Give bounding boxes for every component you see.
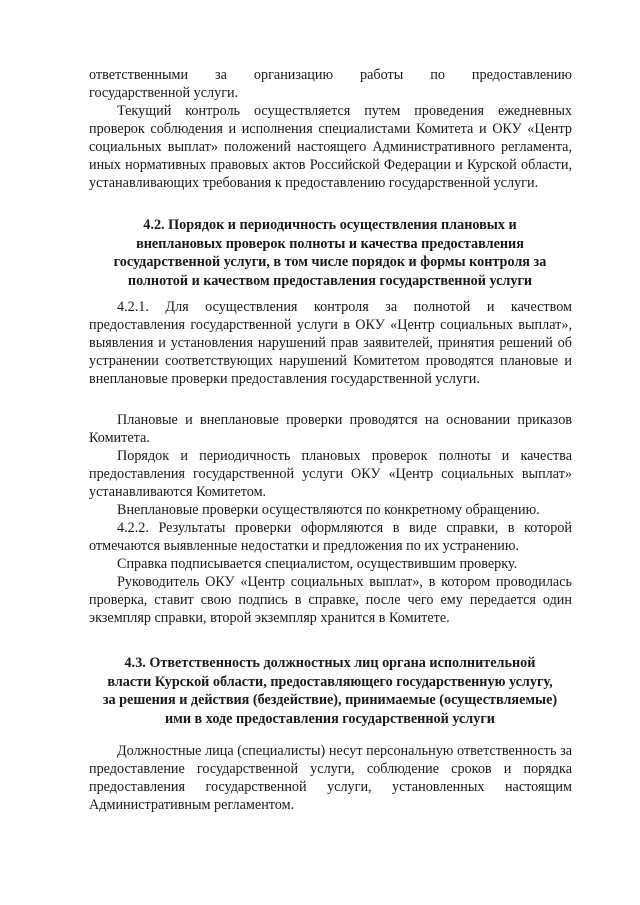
paragraph-line: ответственными за организацию работы по предоставлению	[89, 67, 572, 83]
paragraph-order: Порядок и периодичность плановых проверок полноты и качества предоставления государственной услуги ОКУ «Центр социальных выплат» устанавливаются Комитетом.	[89, 448, 572, 500]
paragraph-planned-checks: Плановые и внеплановые проверки проводятся на основании приказов Комитета.	[89, 412, 572, 446]
heading-line: внеплановых проверок полноты и качества предоставления	[136, 235, 524, 252]
paragraph-4-2-1: 4.2.1. Для осуществления контроля за полнотой и качеством предоставления государственной услуги в ОКУ «Центр социальных выплат», выявления и установления нарушений прав заявителей, принятия решений об устранении соответствующих нарушений Комитетом проводятся плановые и внеплановые проверки предоставления государственной услуги.	[89, 299, 572, 387]
heading-line: 4.2. Порядок и периодичность осуществления плановых и	[143, 217, 517, 233]
heading-line: государственной услуги, в том числе порядок и формы контроля за	[113, 254, 547, 270]
paragraph-line: государственной услуги.	[89, 85, 239, 101]
paragraph-responsibility: Должностные лица (специалисты) несут персональную ответственность за предоставление государственной услуги, соблюдение сроков и порядка предоставления государственной услуги, установленных настоящим Административным регламентом.	[89, 743, 572, 813]
heading-line: власти Курской области, предоставляющего государственную услугу,	[107, 673, 553, 690]
paragraph-unplanned-checks: Внеплановые проверки осуществляются по конкретному обращению.	[117, 502, 540, 518]
paragraph-signed: Справка подписывается специалистом, осуществившим проверку.	[117, 556, 518, 572]
section-heading-4-3	[80, 654, 580, 728]
paragraph-current-control: Текущий контроль осуществляется путем проведения ежедневных проверок соблюдения и исполнения специалистами Комитета и ОКУ «Центр социальных выплат» положений настоящего Административного регламента, иных нормативных правовых актов Российской Федерации и Курской области, устанавливающих требования к предоставлению государственной услуги.	[89, 103, 572, 191]
heading-line: 4.3. Ответственность должностных лиц органа исполнительной	[124, 655, 536, 671]
heading-line: за решения и действия (бездействие), принимаемые (осуществляемые)	[102, 692, 558, 708]
paragraph-4-2-2: 4.2.2. Результаты проверки оформляются в виде справки, в которой отмечаются выявленные недостатки и предложения по их устранению.	[89, 520, 572, 554]
heading-line: полнотой и качеством предоставления государственной услуги	[127, 272, 533, 289]
paragraph-head: Руководитель ОКУ «Центр социальных выплат», в котором проводилась проверка, ставит свою подпись в справке, после чего ему передается один экземпляр справки, второй экземпляр хранится в Комитете.	[89, 574, 572, 626]
heading-line: ими в ходе предоставления государственной услуги	[165, 710, 495, 727]
section-heading-4-2	[80, 216, 580, 290]
